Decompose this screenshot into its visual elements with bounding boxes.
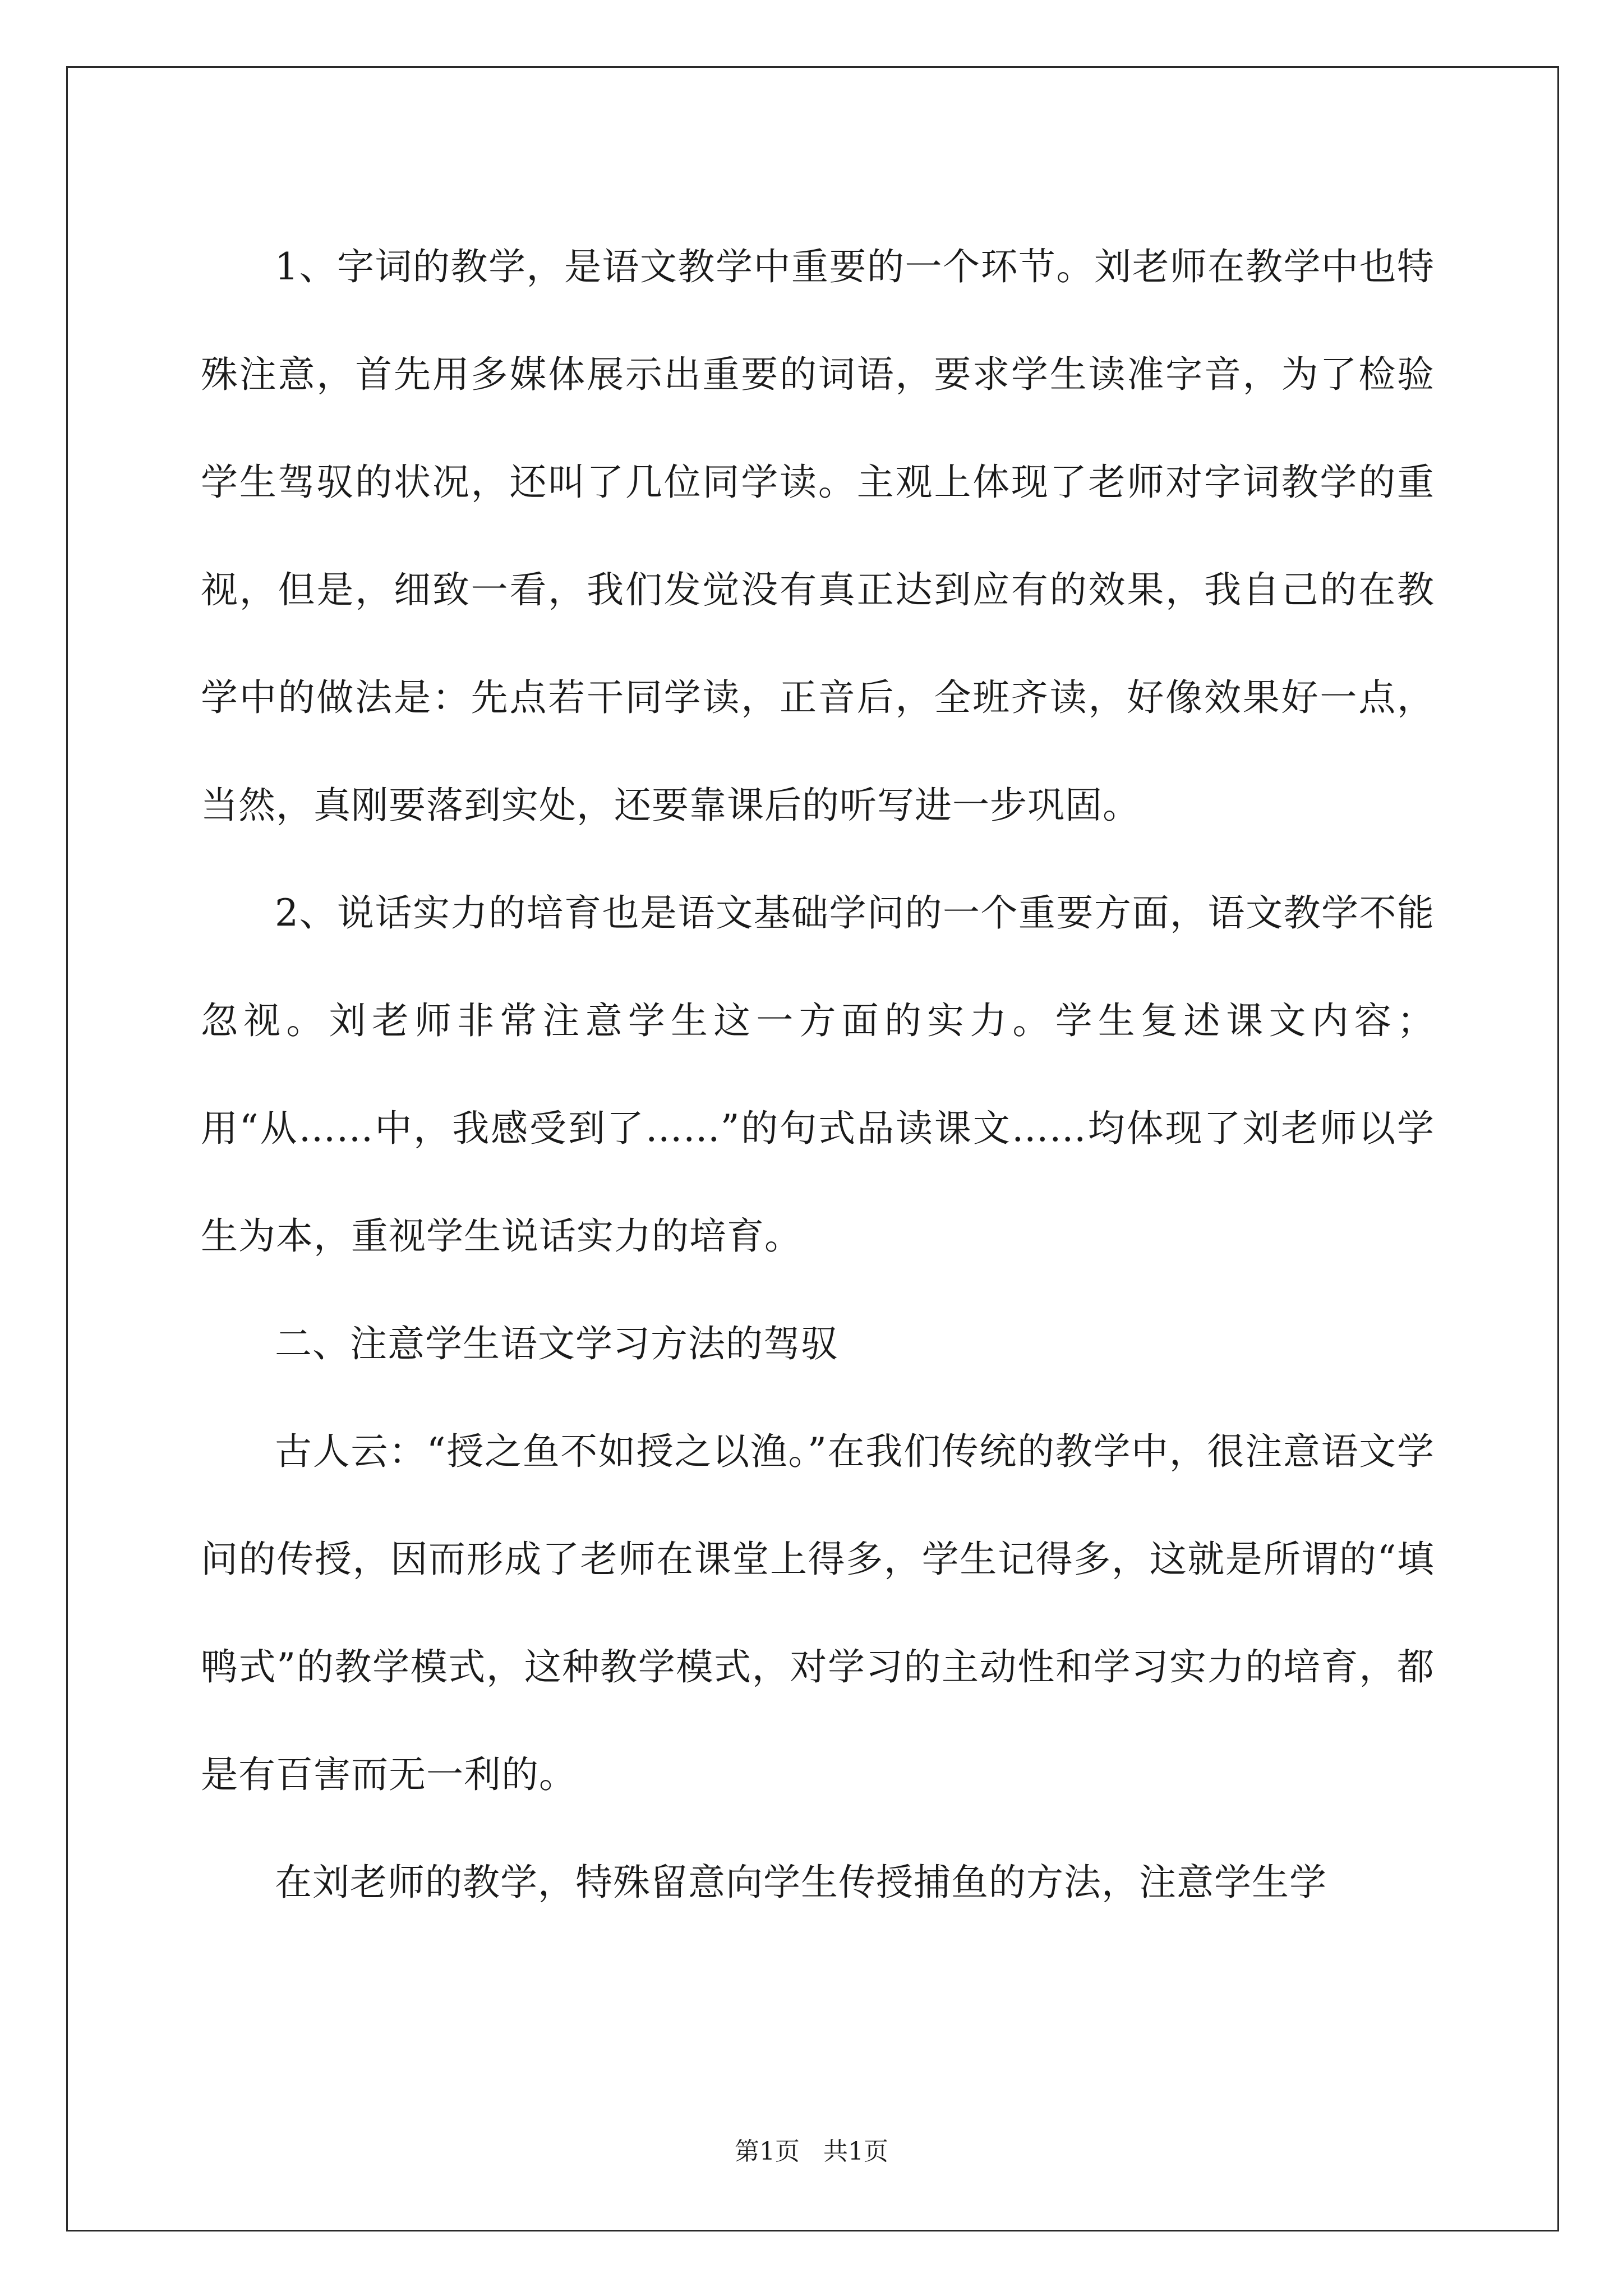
- page-number: 第1页: [735, 2137, 800, 2166]
- paragraph-2: 2、说话实力的培育也是语文基础学问的一个重要方面，语文教学不能忽视。刘老师非常注意学生这一方面的实力。学生复述课文内容；用“从……中，我感受到了……”的句式品读课文……均体现了刘老师以学生为本，重视学生说话实力的培育。: [201, 891, 1435, 1258]
- document-body: [201, 213, 1435, 1936]
- paragraph-3: 古人云：“授之鱼不如授之以渔。”在我们传统的教学中，很注意语文学问的传授，因而形成了老师在课堂上得多，学生记得多，这就是所谓的“填鸭式”的教学模式，这种教学模式，对学习的主动性和学习实力的培育，都是有百害而无一利的。: [201, 1430, 1435, 1796]
- paragraph-4: 在刘老师的教学，特殊留意向学生传授捕鱼的方法，注意学生学: [275, 1861, 1327, 1904]
- section-heading: 二、注意学生语文学习方法的驾驭: [275, 1322, 838, 1365]
- page-footer: [0, 2135, 1623, 2169]
- paragraph-1: 1、字词的教学，是语文教学中重要的一个环节。刘老师在教学中也特殊注意，首先用多媒体展示出重要的词语，要求学生读准字音，为了检验学生驾驭的状况，还叫了几位同学读。主观上体现了老师对字词教学的重视，但是，细致一看，我们发觉没有真正达到应有的效果，我自己的在教学中的做法是：先点若干同学读，正音后，全班齐读，好像效果好一点，当然，真刚要落到实处，还要靠课后的听写进一步巩固。: [201, 245, 1435, 827]
- page-total: 共1页: [823, 2137, 888, 2166]
